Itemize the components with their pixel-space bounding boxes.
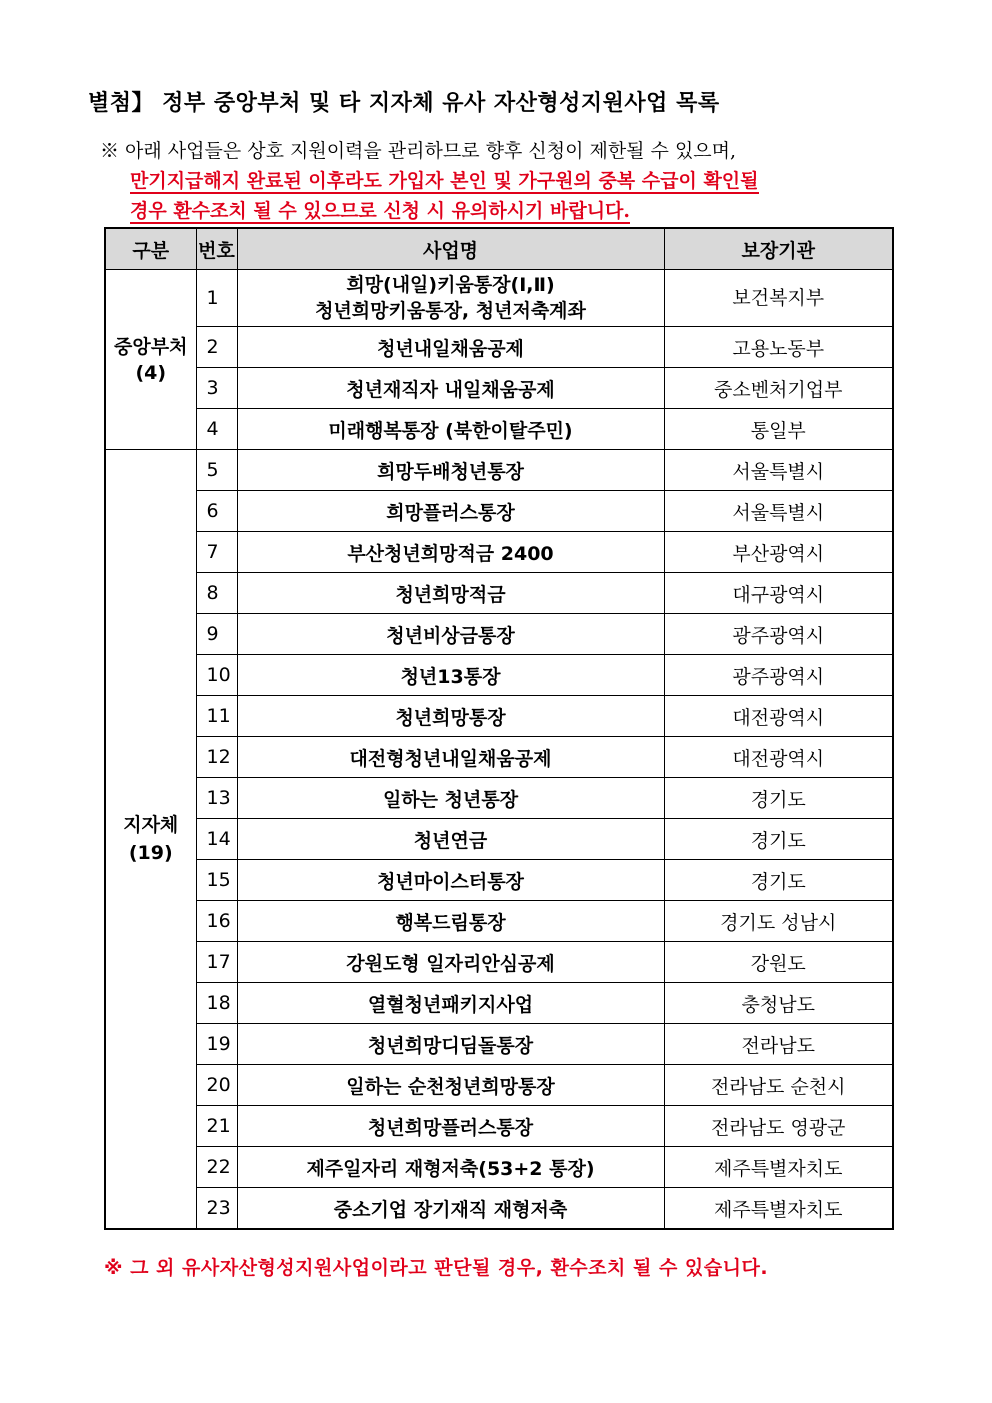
- row-number: 4: [196, 409, 237, 450]
- row-number: 10: [196, 655, 237, 696]
- program-name-cell: [237, 860, 664, 901]
- notice-line-1: ※ 아래 사업들은 상호 지원이력을 관리하므로 향후 신청이 제한될 수 있으며,: [100, 140, 737, 162]
- agency-cell: 통일부: [664, 409, 893, 450]
- program-name: 일하는 청년통장: [382, 788, 519, 811]
- row-number: 5: [196, 450, 237, 491]
- row-number: 15: [196, 860, 237, 901]
- page-title: 별첨】 정부 중앙부처 및 타 지자체 유사 자산형성지원사업 목록: [88, 91, 720, 116]
- row-number: 17: [196, 942, 237, 983]
- row-number: 21: [196, 1106, 237, 1147]
- table-row: [105, 614, 893, 655]
- table-row: [105, 778, 893, 819]
- program-name: 청년연금: [413, 829, 488, 852]
- program-name: 청년희망디딤돌통장: [367, 1034, 534, 1057]
- program-name-cell: [237, 409, 664, 450]
- program-name-cell: [237, 573, 664, 614]
- table-row: [105, 1106, 893, 1147]
- agency-cell: 전라남도 영광군: [664, 1106, 893, 1147]
- table-row: [105, 327, 893, 368]
- row-number: 13: [196, 778, 237, 819]
- program-name-sub: 청년희망키움통장, 청년저축계좌: [315, 300, 586, 322]
- category-cell: [105, 270, 196, 450]
- row-number: 14: [196, 819, 237, 860]
- program-name: 희망두배청년통장: [377, 460, 524, 483]
- header-agency: 보장기관: [664, 228, 893, 270]
- category-count: (19): [128, 842, 173, 864]
- program-name: 청년희망플러스통장: [367, 1116, 534, 1139]
- agency-cell: 제주특별자치도: [664, 1147, 893, 1188]
- program-name-cell: [237, 1106, 664, 1147]
- table-row: [105, 409, 893, 450]
- program-name-cell: [237, 532, 664, 573]
- agency-cell: 대전광역시: [664, 737, 893, 778]
- program-name-cell: [237, 1147, 664, 1188]
- agency-cell: 강원도: [664, 942, 893, 983]
- header-number: 번호: [196, 228, 237, 270]
- agency-cell: 전라남도: [664, 1024, 893, 1065]
- program-name: 청년13통장: [400, 665, 501, 688]
- category-label: 중앙부처: [114, 335, 188, 358]
- notice-line-2-text: 만기지급해지 완료된 이후라도 가입자 본인 및 가구원의 중복 수급이 확인될: [130, 170, 759, 192]
- table-row: [105, 368, 893, 409]
- agency-cell: 제주특별자치도: [664, 1188, 893, 1230]
- agency-cell: 광주광역시: [664, 614, 893, 655]
- agency-cell: 고용노동부: [664, 327, 893, 368]
- table-row: [105, 491, 893, 532]
- program-name-cell: [237, 368, 664, 409]
- program-name-cell: [237, 737, 664, 778]
- program-name: 청년마이스터통장: [377, 870, 524, 893]
- table-row: [105, 655, 893, 696]
- header-program-name: 사업명: [237, 228, 664, 270]
- table-row: [105, 573, 893, 614]
- program-name: 청년희망통장: [395, 706, 506, 729]
- program-name-cell: [237, 655, 664, 696]
- table-row: [105, 901, 893, 942]
- row-number: 7: [196, 532, 237, 573]
- program-name-cell: [237, 1024, 664, 1065]
- row-number: 11: [196, 696, 237, 737]
- program-name-cell: [237, 450, 664, 491]
- row-number: 2: [196, 327, 237, 368]
- program-name-cell: [237, 491, 664, 532]
- agency-cell: 대구광역시: [664, 573, 893, 614]
- table-row: [105, 1188, 893, 1230]
- program-name-cell: [237, 270, 664, 327]
- agency-cell: 경기도 성남시: [664, 901, 893, 942]
- table-row: [105, 819, 893, 860]
- agency-cell: 보건복지부: [664, 270, 893, 327]
- program-name-cell: [237, 327, 664, 368]
- agency-cell: 대전광역시: [664, 696, 893, 737]
- table-row: [105, 696, 893, 737]
- program-name: 대전형청년내일채움공제: [349, 747, 552, 770]
- agency-cell: 광주광역시: [664, 655, 893, 696]
- program-name-cell: [237, 901, 664, 942]
- row-number: 6: [196, 491, 237, 532]
- table-row: [105, 1024, 893, 1065]
- row-number: 9: [196, 614, 237, 655]
- row-number: 23: [196, 1188, 237, 1230]
- table-body: [105, 270, 893, 1230]
- row-number: 16: [196, 901, 237, 942]
- program-name-cell: [237, 614, 664, 655]
- program-name: 열혈청년패키지사업: [367, 993, 534, 1016]
- program-name: 일하는 순천청년희망통장: [346, 1075, 555, 1098]
- program-name-cell: [237, 1188, 664, 1230]
- agency-cell: 전라남도 순천시: [664, 1065, 893, 1106]
- program-name: 중소기업 장기재직 재형저축: [333, 1198, 568, 1221]
- table-row: [105, 270, 893, 327]
- category-label: 지자체: [123, 814, 179, 836]
- table-row: [105, 1065, 893, 1106]
- program-name: 청년비상금통장: [386, 624, 515, 647]
- program-table: [104, 227, 894, 1230]
- notice-line-3-text: 경우 환수조치 될 수 있으므로 신청 시 유의하시기 바랍니다.: [130, 200, 631, 222]
- table-row: [105, 737, 893, 778]
- row-number: 3: [196, 368, 237, 409]
- row-number: 1: [196, 270, 237, 327]
- program-name-cell: [237, 696, 664, 737]
- agency-cell: 경기도: [664, 860, 893, 901]
- notice-block: [100, 136, 890, 226]
- program-name: 청년재직자 내일채움공제: [346, 378, 555, 401]
- row-number: 19: [196, 1024, 237, 1065]
- table-row: [105, 532, 893, 573]
- notice-line-3-warning: [130, 196, 890, 226]
- program-name: 청년내일채움공제: [377, 337, 524, 360]
- program-name: 강원도형 일자리안심공제: [346, 952, 555, 975]
- table-row: [105, 983, 893, 1024]
- agency-cell: 경기도: [664, 819, 893, 860]
- table-row: [105, 942, 893, 983]
- program-name-cell: [237, 942, 664, 983]
- row-number: 18: [196, 983, 237, 1024]
- table-row: [105, 450, 893, 491]
- agency-cell: 충청남도: [664, 983, 893, 1024]
- program-name-cell: [237, 1065, 664, 1106]
- footnote: ※ 그 외 유사자산형성지원사업이라고 판단될 경우, 환수조치 될 수 있습니다.: [104, 1257, 769, 1279]
- row-number: 22: [196, 1147, 237, 1188]
- program-name: 희망(내일)키움통장(Ⅰ,Ⅱ): [346, 274, 555, 296]
- program-name: 제주일자리 재형저축(53+2 통장): [306, 1157, 595, 1180]
- table-header-row: [105, 228, 893, 270]
- program-name: 희망플러스통장: [386, 501, 515, 524]
- row-number: 8: [196, 573, 237, 614]
- row-number: 12: [196, 737, 237, 778]
- category-count: (4): [135, 361, 167, 384]
- category-cell: [105, 450, 196, 1230]
- program-name: 미래행복통장 (북한이탈주민): [328, 419, 573, 442]
- program-name-cell: [237, 819, 664, 860]
- notice-line-2-warning: [130, 166, 890, 196]
- agency-cell: 서울특별시: [664, 450, 893, 491]
- header-category: 구분: [105, 228, 196, 270]
- table-row: [105, 1147, 893, 1188]
- table-row: [105, 860, 893, 901]
- agency-cell: 부산광역시: [664, 532, 893, 573]
- agency-cell: 경기도: [664, 778, 893, 819]
- program-name-cell: [237, 778, 664, 819]
- program-name: 행복드림통장: [395, 911, 506, 934]
- row-number: 20: [196, 1065, 237, 1106]
- program-name-cell: [237, 983, 664, 1024]
- agency-cell: 서울특별시: [664, 491, 893, 532]
- program-name: 부산청년희망적금 2400: [347, 542, 554, 565]
- agency-cell: 중소벤처기업부: [664, 368, 893, 409]
- program-name: 청년희망적금: [395, 583, 506, 606]
